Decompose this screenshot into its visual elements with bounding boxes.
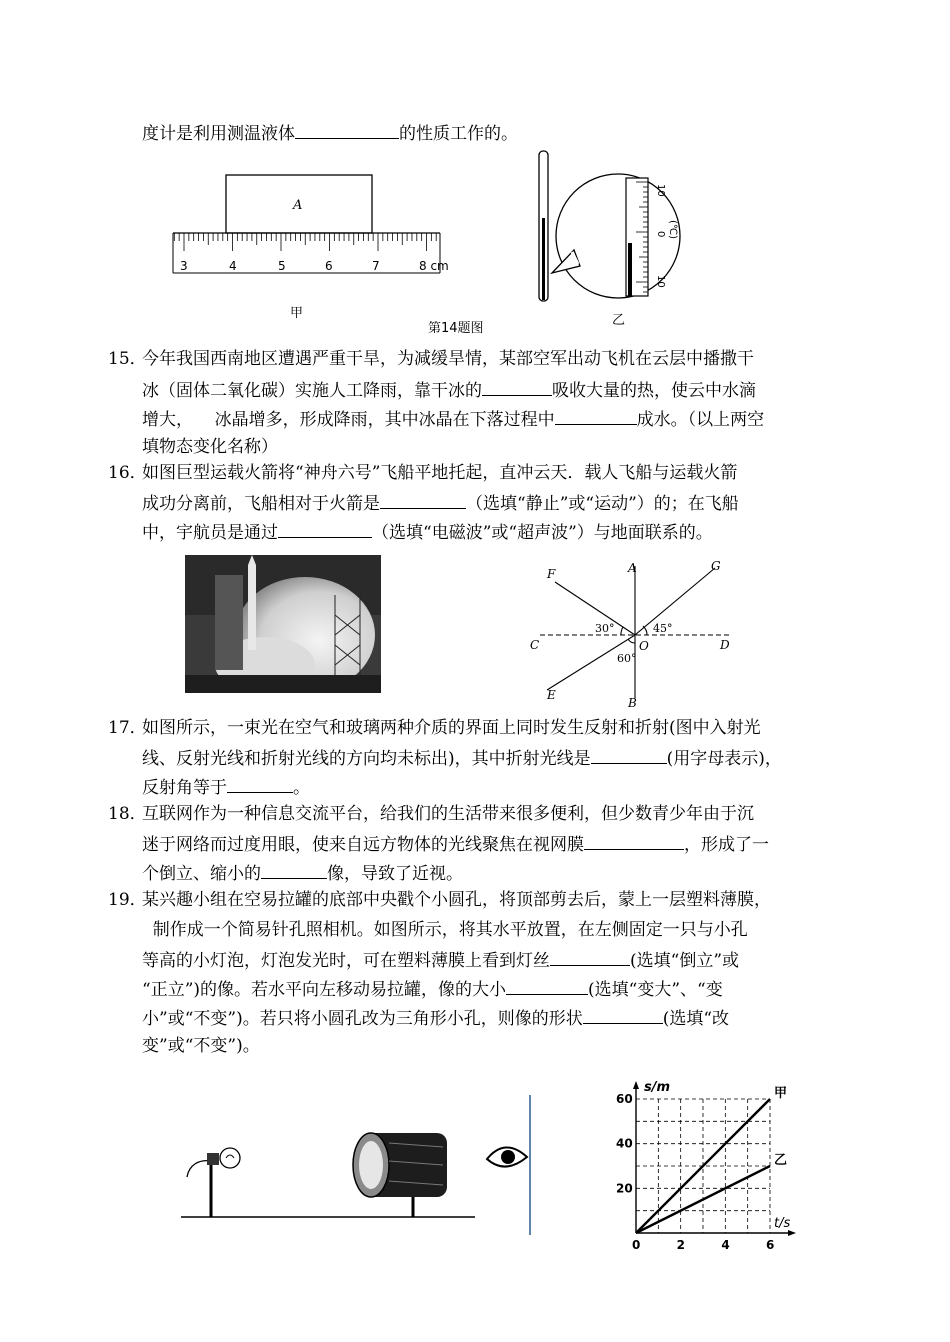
q17-line-3a: 反射角等于 [142, 778, 227, 798]
mercury-column [628, 243, 632, 296]
series-label: 甲 [774, 1086, 788, 1101]
q17-blank-2[interactable] [227, 774, 293, 793]
fig14-caption: 第14题图 [428, 321, 484, 336]
q19-line-1: 某兴趣小组在空易拉罐的底部中央戳个小圆孔，将顶部剪去后，蒙上一层塑料薄膜， [142, 890, 771, 910]
q19-blank-2[interactable] [506, 976, 588, 995]
rocket-launch-photo [185, 555, 381, 693]
q17-number: 17． [108, 718, 147, 738]
q19-blank-3[interactable] [583, 1005, 663, 1024]
ruler-tick-label: 3 [180, 259, 188, 273]
label-d: D [720, 638, 730, 652]
q19-blank-1[interactable] [550, 947, 630, 966]
q14-blank[interactable] [295, 120, 399, 139]
angle-45-label: 45° [653, 622, 673, 635]
bulb-icon [220, 1148, 240, 1168]
q18-line-3 [142, 860, 463, 886]
ruler-tick-label: 7 [372, 259, 380, 273]
thermo-unit: (℃) [667, 220, 678, 240]
q16-line-2a: 成功分离前，飞船相对于火箭是 [142, 494, 380, 514]
q18-blank-1[interactable] [584, 831, 684, 850]
q19-line-5a: 小”或“不变”)。若只将小圆孔改为三角形小孔，则像的形状 [142, 1009, 583, 1029]
q18-line-3b: 像，导致了近视。 [327, 864, 463, 884]
ruler-tick-label: 8 cm [419, 259, 449, 273]
q17-line-1: 如图所示，一束光在空气和玻璃两种介质的界面上同时发生反射和折射(图中入射光 [142, 718, 761, 738]
q16-blank-1[interactable] [380, 490, 466, 509]
block-a-label: A [293, 198, 303, 213]
q16-line-2b: （选填“静止”或“运动”）的；在飞船 [466, 494, 739, 514]
q15-line-4: 填物态变化名称） [142, 437, 278, 457]
y-axis-label: s/m [644, 1080, 671, 1095]
refraction-diagram [525, 558, 745, 708]
q16-line-1: 如图巨型运载火箭将“神舟六号”飞船平地托起，直冲云天．载人飞船与运载火箭 [142, 463, 738, 483]
q15-line-3a: 增大， 冰晶增多，形成降雨，其中冰晶在下落过程中 [142, 410, 555, 430]
x-tick-label: 0 [632, 1238, 641, 1252]
ruler-figure [165, 165, 455, 325]
thermometer-figure [530, 148, 690, 328]
ray-og [635, 568, 715, 635]
q19-line-3a: 等高的小灯泡，灯泡发光时，可在塑料薄膜上看到灯丝 [142, 951, 550, 971]
label-o: O [639, 639, 649, 653]
angle-30-label: 30° [595, 622, 615, 635]
thermo-scale-label: 10 [655, 184, 666, 197]
q19-line-5 [142, 1005, 729, 1031]
q17-line-3 [142, 774, 310, 800]
q14-text [142, 120, 518, 146]
q16-line-3a: 中，宇航员是通过 [142, 523, 278, 543]
q16-line-3 [142, 519, 713, 545]
q18-number: 18． [108, 804, 147, 824]
q15-blank-1[interactable] [482, 377, 552, 396]
label-b: B [628, 696, 637, 708]
q15-line-2a: 冰（固体二氧化碳）实施人工降雨，靠干冰的 [142, 381, 482, 401]
q15-number: 15． [108, 349, 147, 369]
q15-line-2 [142, 377, 756, 403]
q18-line-2b: ，形成了一 [684, 835, 769, 855]
q17-line-2b: (用字母表示)， [666, 749, 782, 769]
q15-blank-2[interactable] [555, 406, 637, 425]
q19-line-4 [142, 976, 723, 1002]
q19-number: 19． [108, 890, 147, 910]
q17-line-2 [142, 745, 782, 771]
label-a: A [628, 561, 637, 575]
q19-line-6: 变”或“不变”)。 [142, 1036, 260, 1056]
ruler-ticks [174, 233, 436, 251]
st-chart [600, 1075, 810, 1255]
q19-line-5b: (选填“改 [662, 1009, 730, 1029]
q17-blank-1[interactable] [591, 745, 667, 764]
q19-line-4a: “正立”)的像。若水平向左移动易拉罐，像的大小 [142, 980, 507, 1000]
label-e: E [547, 688, 556, 702]
q19-line-2: 制作成一个简易针孔照相机。如图所示，将其水平放置，在左侧固定一只与小孔 [142, 920, 748, 940]
lamp-socket [207, 1153, 219, 1165]
q17-line-3b: 。 [293, 778, 310, 798]
ruler-tick-label: 6 [325, 259, 333, 273]
q14-text-a: 度计是利用测温液体 [142, 124, 295, 144]
label-g: G [711, 559, 721, 573]
q15-line-1: 今年我国西南地区遭遇严重干旱，为减缓旱情，某部空军出动飞机在云层中播撒干 [142, 349, 754, 369]
pinhole-camera-figure [175, 1095, 540, 1240]
q18-line-2 [142, 831, 769, 857]
q18-blank-2[interactable] [261, 860, 327, 879]
q16-number: 16． [108, 463, 147, 483]
fig-yi-label: 乙 [612, 313, 626, 328]
label-c: C [530, 638, 540, 652]
y-tick-label: 40 [616, 1136, 633, 1151]
q18-line-1: 互联网作为一种信息交流平台，给我们的生活带来很多便利，但少数青少年由于沉 [142, 804, 754, 824]
q18-line-2a: 迷于网络而过度用眼，使来自远方物体的光线聚焦在视网膜 [142, 835, 584, 855]
y-axis-arrow [633, 1081, 639, 1089]
q16-line-3b: （选填“电磁波”或“超声波”）与地面联系的。 [372, 523, 713, 543]
q16-line-2 [142, 490, 739, 516]
fig-jia-label: 甲 [290, 306, 304, 321]
series-label: 乙 [774, 1153, 788, 1168]
x-axis-label: t/s [774, 1216, 791, 1231]
q15-line-3 [142, 406, 764, 432]
angle-60-label: 60° [617, 652, 637, 665]
q14-text-b: 的性质工作的。 [399, 124, 518, 144]
y-tick-label: 60 [616, 1092, 633, 1106]
q18-line-3a: 个倒立、缩小的 [142, 864, 261, 884]
q19-line-3b: (选填“倒立”或 [630, 951, 740, 971]
x-tick-label: 4 [721, 1238, 730, 1252]
q15-line-2b: 吸收大量的热，使云中水滴 [552, 381, 756, 401]
q15-line-3b: 成水。（以上两空 [636, 410, 765, 430]
rocket-body [248, 565, 256, 650]
q19-line-3 [142, 947, 739, 973]
y-tick-label: 20 [616, 1181, 633, 1196]
x-tick-label: 6 [766, 1238, 775, 1252]
thermo-scale-label: 0 [655, 231, 666, 238]
ruler-tick-label: 5 [278, 259, 286, 273]
q19-line-4b: (选填“变大”、“变 [588, 980, 723, 1000]
thermo-scale-label: 10 [655, 275, 666, 288]
q17-line-2a: 线、反射光线和折射光线的方向均未标出)，其中折射光线是 [142, 749, 591, 769]
q16-blank-2[interactable] [278, 519, 372, 538]
label-f: F [547, 567, 556, 581]
ruler-tick-label: 4 [229, 259, 237, 273]
x-tick-label: 2 [676, 1238, 686, 1252]
